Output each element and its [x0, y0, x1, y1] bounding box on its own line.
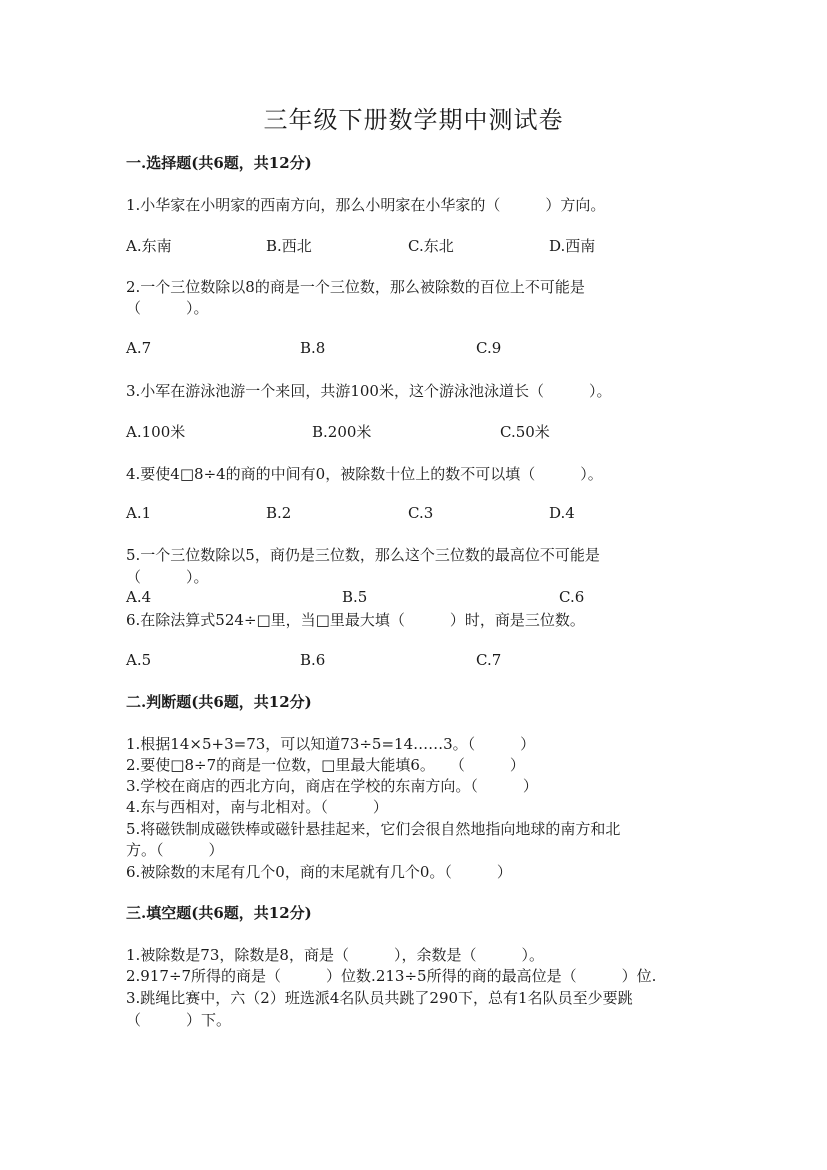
option-b: B.5: [342, 588, 368, 606]
option-c: C.东北: [408, 237, 454, 255]
judgment-item: 3.学校在商店的西北方向，商店在学校的东南方向。（ ）: [126, 777, 538, 795]
question-text: 4.要使4□8÷4的商的中间有0，被除数十位上的数不可以填（ ）。: [126, 465, 603, 483]
option-c: C.7: [476, 651, 502, 669]
option-b: B.西北: [266, 237, 312, 255]
option-d: D.4: [549, 504, 575, 522]
question-text: （ ）。: [126, 568, 209, 586]
judgment-item: 4.东与西相对，南与北相对。（ ）: [126, 798, 388, 816]
judgment-item: 5.将磁铁制成磁铁棒或磁针悬挂起来，它们会很自然地指向地球的南方和北: [126, 820, 621, 838]
option-b: B.8: [300, 339, 326, 357]
option-c: C.50米: [500, 423, 550, 441]
option-b: B.6: [300, 651, 326, 669]
option-b: B.2: [266, 504, 292, 522]
fill-item: 3.跳绳比赛中，六（2）班选派4名队员共跳了290下，总有1名队员至少要跳: [126, 989, 633, 1007]
page-title: 三年级下册数学期中测试卷: [263, 106, 564, 134]
section-heading-judgment: 二.判断题(共6题，共12分): [126, 693, 312, 711]
option-a: A.100米: [126, 423, 186, 441]
question-text: 5.一个三位数除以5，商仍是三位数，那么这个三位数的最高位不可能是: [126, 546, 600, 564]
option-c: C.3: [408, 504, 434, 522]
question-text: （ ）。: [126, 299, 209, 317]
section-heading-choice: 一.选择题(共6题，共12分): [126, 154, 312, 172]
fill-item: 1.被除数是73，除数是8，商是（ ），余数是（ ）。: [126, 946, 544, 964]
question-text: 1.小华家在小明家的西南方向，那么小明家在小华家的（ ）方向。: [126, 196, 606, 214]
option-a: A.1: [126, 504, 152, 522]
option-c: C.6: [559, 588, 585, 606]
option-b: B.200米: [312, 423, 372, 441]
option-a: A.东南: [126, 237, 172, 255]
judgment-item: 方。（ ）: [126, 841, 224, 859]
question-text: 3.小军在游泳池游一个来回，共游100米，这个游泳池泳道长（ ）。: [126, 382, 612, 400]
judgment-item: 2.要使□8÷7的商是一位数，□里最大能填6。 （ ）: [126, 756, 525, 774]
question-text: 6.在除法算式524÷□里，当□里最大填（ ）时，商是三位数。: [126, 611, 585, 629]
option-a: A.7: [126, 339, 152, 357]
option-a: A.4: [126, 588, 152, 606]
fill-item: （ ）下。: [126, 1011, 232, 1029]
fill-item: 2.917÷7所得的商是（ ）位数.213÷5所得的商的最高位是（ ）位.: [126, 967, 657, 985]
option-c: C.9: [476, 339, 502, 357]
judgment-item: 6.被除数的末尾有几个0，商的末尾就有几个0。（ ）: [126, 863, 512, 881]
judgment-item: 1.根据14×5+3=73，可以知道73÷5=14……3。（ ）: [126, 735, 536, 753]
option-d: D.西南: [549, 237, 596, 255]
section-heading-fill: 三.填空题(共6题，共12分): [126, 904, 312, 922]
option-a: A.5: [126, 651, 152, 669]
question-text: 2.一个三位数除以8的商是一个三位数，那么被除数的百位上不可能是: [126, 278, 585, 296]
